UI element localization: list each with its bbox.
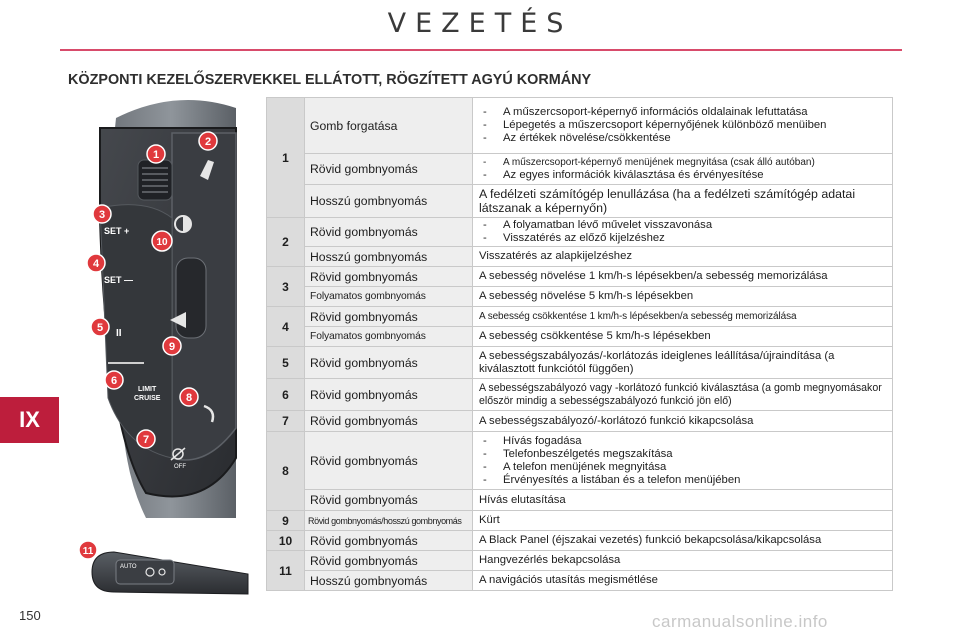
description-cell: A sebességszabályozó/-korlátozó funkció kikapcsolása — [473, 411, 893, 432]
list-item: - A műszercsoport-képernyő információs oldalainak lefuttatása — [479, 106, 886, 119]
chapter-title: VEZETÉS — [387, 8, 573, 39]
control-number: 4 — [267, 307, 305, 347]
title-rule — [60, 49, 902, 51]
section-title: KÖZPONTI KEZELŐSZERVEKKEL ELLÁTOTT, RÖGZÍTETT AGYÚ KORMÁNY — [68, 72, 592, 88]
light-stalk-icon — [116, 560, 174, 584]
list-item: - Hívás fogadása — [479, 435, 886, 448]
svg-text:6: 6 — [110, 375, 118, 387]
action-cell: Rövid gombnyomás — [305, 411, 473, 432]
table-row — [267, 347, 893, 379]
controls-table — [266, 97, 893, 591]
action-cell: Rövid gombnyomás — [305, 267, 473, 287]
watermark: carmanualsonline.info — [652, 612, 828, 631]
page-number: 150 — [19, 608, 41, 623]
set-plus-label: SET + — [104, 226, 130, 236]
action-cell: Rövid gombnyomás — [305, 307, 473, 327]
chapter-tab: IX — [0, 397, 59, 443]
table-row — [267, 490, 893, 511]
description-cell: A sebesség növelése 5 km/h-s lépésekben — [473, 287, 893, 307]
table-row — [267, 185, 893, 218]
limit-label: LIMIT — [138, 386, 157, 393]
description-cell: A sebességszabályozó vagy -korlátozó funkció kiválasztása (a gomb megnyomásakor először mindig a sebességszabályozó funkció jön elő) — [473, 379, 893, 411]
control-number: 11 — [267, 551, 305, 591]
svg-text:4: 4 — [92, 258, 100, 270]
description-cell: Hívás elutasítása — [473, 490, 893, 511]
table-row — [267, 432, 893, 490]
svg-text:7: 7 — [142, 434, 150, 446]
description-cell — [473, 98, 893, 154]
callout-6 — [105, 371, 123, 389]
action-cell: Rövid gombnyomás — [305, 432, 473, 490]
control-number: 9 — [267, 511, 305, 531]
pause-label: II — [116, 328, 122, 339]
svg-text:10: 10 — [156, 237, 168, 248]
callout-7 — [137, 430, 155, 448]
callout-2 — [199, 132, 217, 150]
list-item: - A telefon menüjének megnyitása — [479, 461, 886, 474]
action-cell: Rövid gombnyomás — [305, 531, 473, 551]
table-row — [267, 154, 893, 185]
control-number: 7 — [267, 411, 305, 432]
list-item: - Érvényesítés a listában és a telefon menüjében — [479, 474, 886, 487]
list-item: - Lépegetés a műszercsoport képernyőjének különböző menüiben — [479, 119, 886, 132]
table-row — [267, 267, 893, 287]
description-cell: A sebesség csökkentése 5 km/h-s lépésekben — [473, 327, 893, 347]
callout-5 — [91, 318, 109, 336]
callout-1 — [147, 145, 165, 163]
description-cell: A Black Panel (éjszakai vezetés) funkció bekapcsolása/kikapcsolása — [473, 531, 893, 551]
light-stalk-illustration — [78, 534, 258, 604]
list-item: - Az értékek növelése/csökkentése — [479, 132, 886, 145]
table-row — [267, 571, 893, 591]
action-cell: Rövid gombnyomás — [305, 379, 473, 411]
control-number: 10 — [267, 531, 305, 551]
action-cell: Hosszú gombnyomás — [305, 185, 473, 218]
action-cell: Rövid gombnyomás — [305, 218, 473, 247]
description-cell: Kürt — [473, 511, 893, 531]
callout-10 — [152, 231, 172, 251]
description-cell: Visszatérés az alapkijelzéshez — [473, 247, 893, 267]
svg-text:11: 11 — [82, 546, 94, 557]
table-row — [267, 218, 893, 247]
description-cell — [473, 432, 893, 490]
callout-3 — [93, 205, 111, 223]
svg-text:1: 1 — [152, 149, 160, 161]
list-item: - Visszatérés az előző kijelzéshez — [479, 232, 886, 245]
svg-text:3: 3 — [98, 209, 106, 221]
list-item: - Telefonbeszélgetés megszakítása — [479, 448, 886, 461]
svg-text:8: 8 — [185, 392, 193, 404]
auto-label: AUTO — [120, 564, 137, 570]
control-number: 1 — [267, 98, 305, 218]
callout-4 — [87, 254, 105, 272]
description-cell — [473, 218, 893, 247]
svg-text:9: 9 — [168, 341, 176, 353]
control-number: 5 — [267, 347, 305, 379]
table-row — [267, 247, 893, 267]
description-cell: Hangvezérlés bekapcsolása — [473, 551, 893, 571]
action-cell: Rövid gombnyomás/hosszú gombnyomás — [305, 511, 473, 531]
cruise-label: CRUISE — [134, 395, 161, 402]
table-row — [267, 379, 893, 411]
table-row — [267, 327, 893, 347]
description-cell: A navigációs utasítás megismétlése — [473, 571, 893, 591]
table-row — [267, 531, 893, 551]
description-cell — [473, 154, 893, 185]
action-cell: Rövid gombnyomás — [305, 347, 473, 379]
callout-8 — [180, 388, 198, 406]
action-cell: Folyamatos gombnyomás — [305, 327, 473, 347]
control-number: 6 — [267, 379, 305, 411]
list-item: - A folyamatban lévő művelet visszavonása — [479, 219, 886, 232]
action-cell: Folyamatos gombnyomás — [305, 287, 473, 307]
steering-wheel-illustration — [86, 98, 258, 518]
table-row — [267, 551, 893, 571]
control-number: 2 — [267, 218, 305, 267]
description-cell: A fedélzeti számítógép lenullázása (ha a fedélzeti számítógép adatai látszanak a képernyőn) — [473, 185, 893, 218]
action-cell: Rövid gombnyomás — [305, 551, 473, 571]
off-label: OFF — [174, 464, 186, 470]
svg-text:5: 5 — [96, 322, 104, 334]
table-row — [267, 411, 893, 432]
description-cell: A sebesség csökkentése 1 km/h-s lépésekben/a sebesség memorizálása — [473, 307, 893, 327]
table-row — [267, 511, 893, 531]
action-cell: Rövid gombnyomás — [305, 490, 473, 511]
control-number: 8 — [267, 432, 305, 511]
callout-11 — [79, 541, 97, 559]
table-row — [267, 287, 893, 307]
svg-text:2: 2 — [204, 136, 212, 148]
action-cell: Rövid gombnyomás — [305, 154, 473, 185]
callout-9 — [163, 337, 181, 355]
table-row — [267, 307, 893, 327]
action-cell: Hosszú gombnyomás — [305, 571, 473, 591]
set-minus-label: SET — — [104, 275, 134, 285]
description-cell: A sebesség növelése 1 km/h-s lépésekben/a sebesség memorizálása — [473, 267, 893, 287]
control-number: 3 — [267, 267, 305, 307]
scroll-wheel-icon — [138, 160, 172, 200]
action-cell: Gomb forgatása — [305, 98, 473, 154]
table-row — [267, 98, 893, 154]
action-cell: Hosszú gombnyomás — [305, 247, 473, 267]
list-item: - Az egyes információk kiválasztása és érvényesítése — [479, 169, 886, 182]
list-item: - A műszercsoport-képernyő menüjének megnyitása (csak álló autóban) — [479, 156, 886, 169]
description-cell: A sebességszabályozás/-korlátozás ideiglenes leállítása/újraindítása (a kiválasztott funkciótól függően) — [473, 347, 893, 379]
